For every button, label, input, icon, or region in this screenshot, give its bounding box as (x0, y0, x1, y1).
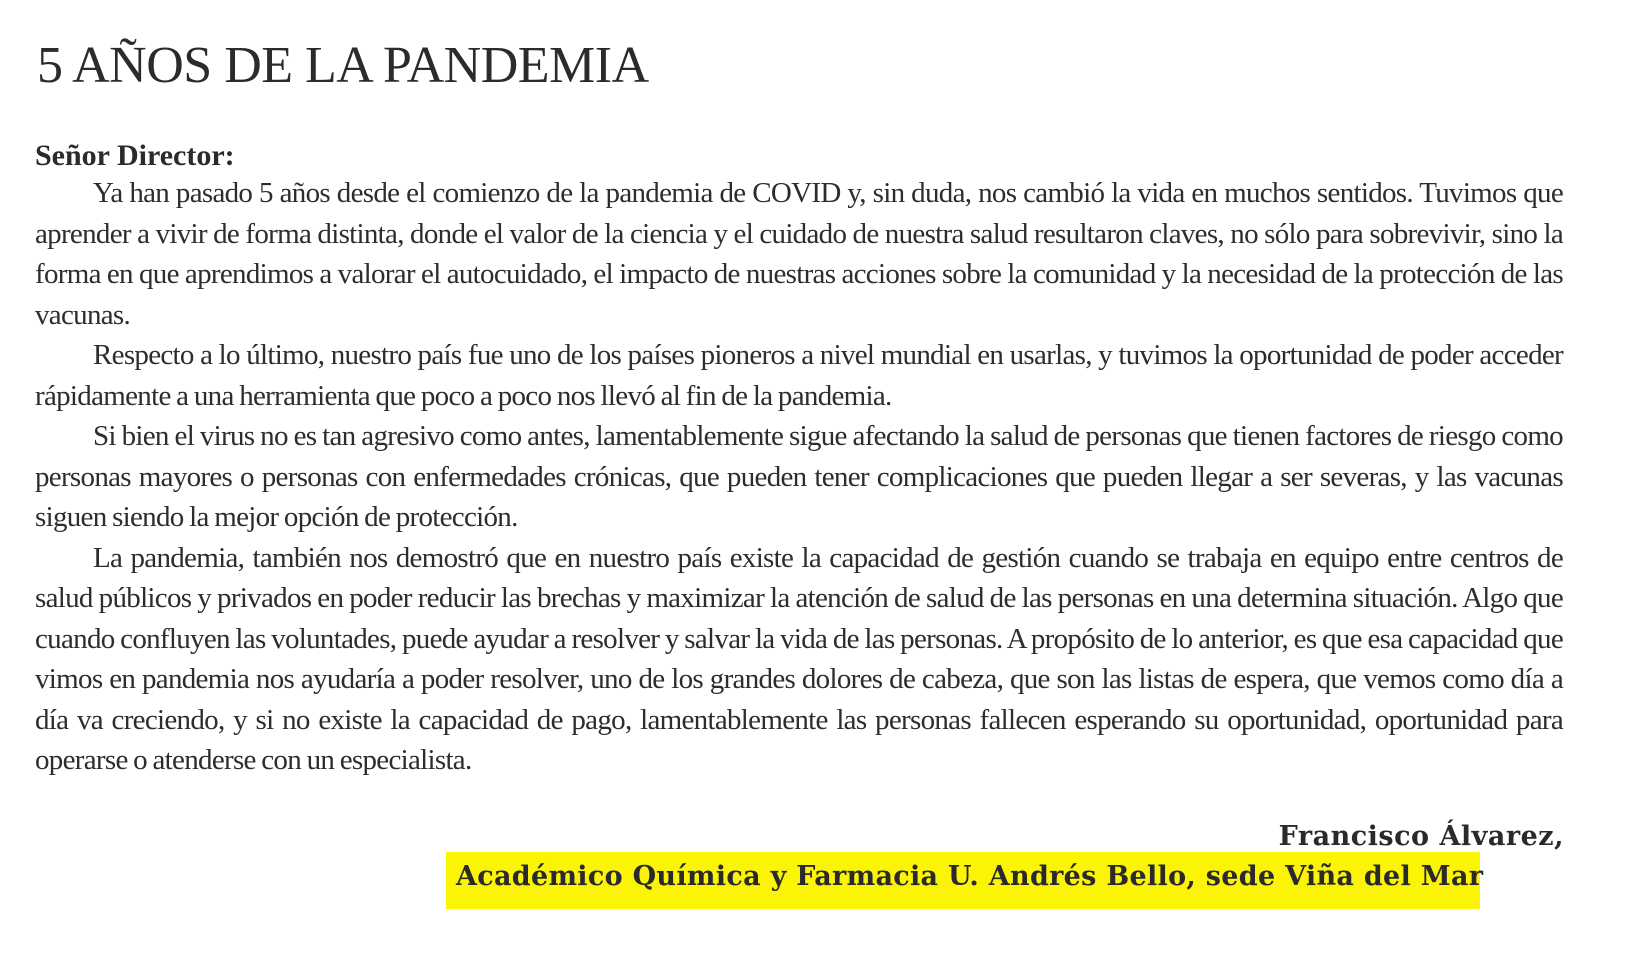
author-affiliation: Académico Química y Farmacia U. Andrés Bello, sede Viña del Mar (446, 852, 1480, 909)
paragraph-4: La pandemia, también nos demostró que en nuestro país existe la capacidad de gestión cuando se trabaja en equipo entre centros de salud públicos y privados en poder reducir las brechas y maximizar la atención de salud de las personas en una determina situación. Algo que cuando confluyen las voluntades, puede ayudar a resolver y salvar la vida de las personas. A propósito de lo anterior, es que esa capacidad que vimos en pandemia nos ayudaría a poder resolver, uno de los grandes dolores de cabeza, que son las listas de espera, que vemos como día a día va creciendo, y si no existe la capacidad de pago, lamentablemente las personas fallecen esperando su oportunidad, oportunidad para operarse o atenderse con un especialista. (35, 541, 1563, 776)
paragraph-3: Si bien el virus no es tan agresivo como antes, lamentablemente sigue afectando la salud de personas que tienen factores de riesgo como personas mayores o personas con enfermedades crónicas, que pueden tener complicaciones que pueden llegar a ser severas, y las vacunas siguen siendo la mejor opción de protección. (35, 420, 1563, 533)
salutation: Señor Director: (35, 139, 235, 172)
paragraph-1: Ya han pasado 5 años desde el comienzo de la pandemia de COVID y, sin duda, nos cambió la vida en muchos sentidos. Tuvimos que aprender a vivir de forma distinta, donde el valor de la ciencia y el cuidado de nuestra salud resultaron claves, no sólo para sobrevivir, sino la forma en que aprendimos a valorar el autocuidado, el impacto de nuestras acciones sobre la comunidad y la necesidad de la protección de las vacunas. (35, 177, 1563, 331)
author-signature: Francisco Álvarez, (1278, 821, 1564, 852)
letter-body (35, 173, 1563, 781)
paragraph-2: Respecto a lo último, nuestro país fue uno de los países pioneros a nivel mundial en usarlas, y tuvimos la oportunidad de poder acceder rápidamente a una herramienta que poco a poco nos llevó al fin de la pandemia. (35, 339, 1563, 412)
letter-title: 5 AÑOS DE LA PANDEMIA (37, 37, 649, 94)
